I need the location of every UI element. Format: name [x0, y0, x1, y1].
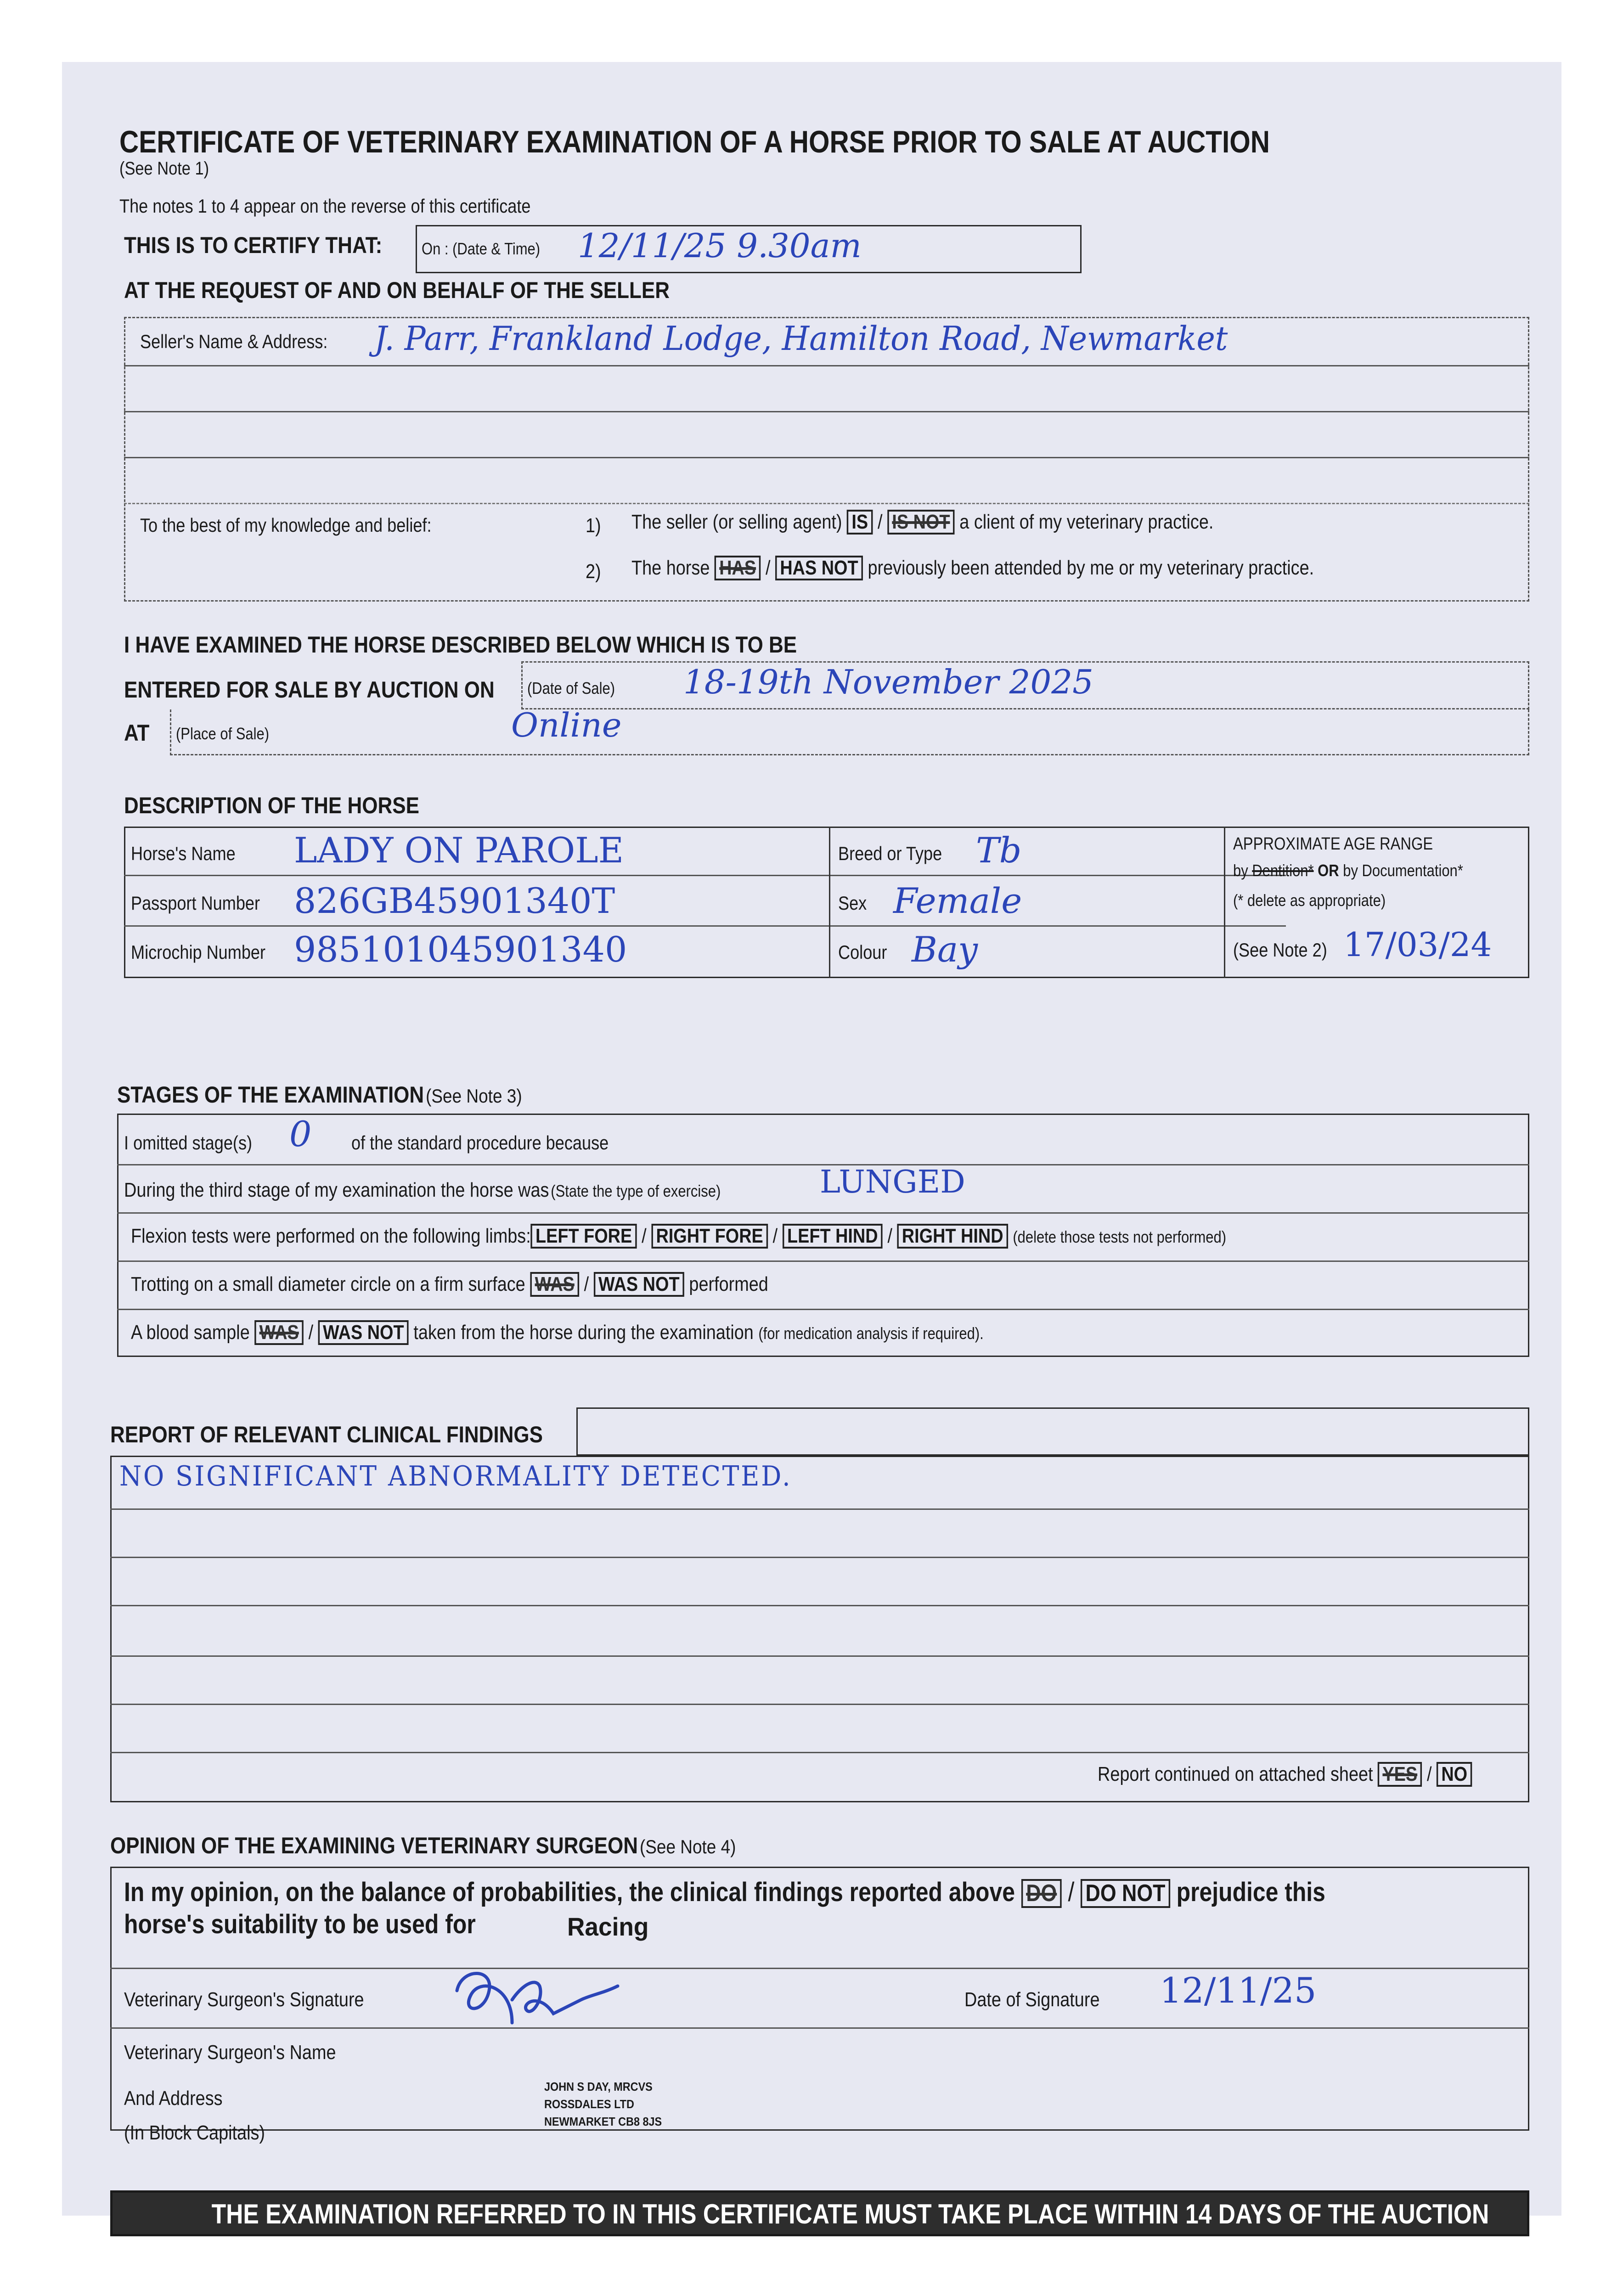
knowledge-label: To the best of my knowledge and belief: [140, 514, 432, 536]
report-heading-box [576, 1407, 1529, 1456]
exam-date-time: 12/11/25 9.30am [578, 226, 862, 265]
certificate-sheet [62, 62, 1561, 2229]
item1-num: 1) [586, 514, 601, 537]
trotting-row [131, 1272, 768, 1297]
place-of-sale-value: Online [511, 706, 622, 744]
flexion-row [131, 1224, 1226, 1249]
place-of-sale-box[interactable] [170, 706, 1529, 755]
blood-was-option[interactable]: WAS [254, 1320, 304, 1345]
request-label: AT THE REQUEST OF AND ON BEHALF OF THE SELLER [124, 277, 670, 303]
flex-post: (delete those tests not performed) [1013, 1227, 1227, 1246]
sig-date-label: Date of Signature [964, 1988, 1100, 2011]
age-see-note: (See Note 2) [1233, 939, 1327, 961]
age-dentition-option[interactable]: Dentition* [1252, 861, 1314, 880]
continued-label: Report continued on attached sheet [1098, 1763, 1373, 1785]
trot-post: performed [689, 1273, 768, 1295]
horse-name-label: Horse's Name [131, 843, 236, 864]
report-box[interactable] [110, 1456, 1529, 1802]
blood-post: taken from the horse during the examination [413, 1321, 754, 1344]
opinion-note: (See Note 4) [639, 1836, 736, 1857]
desc-col-line-1 [829, 827, 830, 978]
flex-left-fore[interactable]: LEFT FORE [531, 1224, 637, 1249]
opinion-heading-row [110, 1832, 736, 1859]
colour-value[interactable]: Bay [912, 929, 978, 970]
seller-label: Seller's Name & Address: [140, 331, 328, 352]
trot-was-option[interactable]: WAS [530, 1272, 579, 1297]
on-label: On : (Date & Time) [422, 239, 541, 258]
age-heading: APPROXIMATE AGE RANGE [1233, 834, 1433, 854]
third-small: (State the type of exercise) [551, 1182, 721, 1200]
age-method-row [1233, 861, 1463, 880]
blood-was-not-option[interactable]: WAS NOT [318, 1320, 409, 1345]
trot-pre: Trotting on a small diameter circle on a firm surface [131, 1273, 525, 1295]
seller-line-1 [124, 365, 1529, 366]
opinion-heading: OPINION OF THE EXAMINING VETERINARY SURGEON [110, 1833, 638, 1858]
at-label: AT [124, 720, 150, 746]
slash-6: / [584, 1273, 589, 1295]
age-value[interactable]: 17/03/24 [1343, 925, 1492, 964]
report-line-6 [110, 1752, 1529, 1753]
blood-pre: A blood sample [131, 1321, 250, 1344]
vet-stamp [544, 2078, 662, 2130]
slash-9: / [1068, 1877, 1075, 1907]
item1-pre: The seller (or selling agent) [631, 511, 842, 533]
stages-line-4 [117, 1309, 1529, 1310]
third-stage-value[interactable]: LUNGED [820, 1164, 965, 1200]
desc-col-line-2 [1224, 827, 1225, 978]
third-pre: During the third stage of my examination the horse was [124, 1179, 549, 1201]
breed-value[interactable]: Tb [976, 830, 1022, 871]
opinion-do-not-option[interactable]: DO NOT [1081, 1879, 1170, 1908]
stages-line-3 [117, 1261, 1529, 1262]
passport-value[interactable]: 826GB45901340T [294, 880, 615, 921]
stamp-line-2: ROSSDALES LTD [544, 2097, 634, 2111]
item1-post: a client of my veterinary practice. [959, 511, 1214, 533]
blood-small: (for medication analysis if required). [758, 1324, 984, 1343]
opinion-text-post: prejudice this [1176, 1877, 1325, 1907]
seller-value[interactable]: J. Parr, Frankland Lodge, Hamilton Road, Newmarket [374, 319, 1228, 358]
horse-has-not-option[interactable]: HAS NOT [775, 556, 863, 580]
date-of-sale-label: (Date of Sale) [527, 679, 615, 698]
certify-label: THIS IS TO CERTIFY THAT: [124, 232, 383, 258]
desc-row-line-2 [124, 925, 1286, 927]
opinion-line-2: horse's suitability to be used for [124, 1909, 476, 1939]
omitted-post: of the standard procedure because [351, 1132, 609, 1154]
flex-right-fore[interactable]: RIGHT FORE [651, 1224, 768, 1249]
passport-label: Passport Number [131, 892, 260, 914]
item2-post: previously been attended by me or my veterinary practice. [868, 557, 1314, 579]
item2-num: 2) [586, 560, 601, 583]
deadline-banner [110, 2190, 1529, 2236]
continued-yes-option[interactable]: YES [1378, 1762, 1422, 1787]
seller-line-4 [124, 503, 1529, 504]
sig-date-value[interactable]: 12/11/25 [1160, 1970, 1317, 2011]
certificate-title: CERTIFICATE OF VETERINARY EXAMINATION OF A HORSE PRIOR TO SALE AT AUCTION [119, 124, 1270, 159]
report-line-3 [110, 1605, 1529, 1606]
slash-3: / [642, 1225, 647, 1247]
sale-line-2: ENTERED FOR SALE BY AUCTION ON [124, 677, 495, 703]
signature-label: Veterinary Surgeon's Signature [124, 1988, 364, 2011]
microchip-label: Microchip Number [131, 941, 266, 963]
address-label: And Address [124, 2087, 223, 2110]
third-stage-row [124, 1179, 721, 1202]
omitted-pre: I omitted stage(s) [124, 1132, 253, 1154]
slash-8: / [1426, 1763, 1432, 1785]
stamp-line-1: JOHN S DAY, MRCVS [544, 2080, 653, 2093]
item2-pre: The horse [631, 557, 710, 579]
report-line-2 [110, 1557, 1529, 1558]
stages-line-2 [117, 1212, 1529, 1214]
flex-right-hind[interactable]: RIGHT HIND [897, 1224, 1008, 1249]
notes-line: The notes 1 to 4 appear on the reverse of this certificate [119, 195, 531, 217]
omitted-value[interactable]: 0 [289, 1114, 312, 1154]
stages-heading-row [117, 1081, 522, 1108]
opinion-do-option[interactable]: DO [1021, 1879, 1062, 1908]
slash-7: / [308, 1321, 314, 1344]
seller-line-3 [124, 457, 1529, 458]
date-of-sale-box[interactable] [521, 661, 1529, 709]
block-capitals-label: (In Block Capitals) [124, 2122, 265, 2144]
flexion-pre: Flexion tests were performed on the following limbs: [131, 1225, 531, 1247]
age-or: OR [1318, 861, 1339, 880]
sex-label: Sex [838, 892, 867, 914]
sex-value[interactable]: Female [893, 880, 1022, 921]
horse-name-value[interactable]: LADY ON PAROLE [294, 830, 624, 871]
opinion-divider-1 [110, 1968, 1529, 1969]
seller-line-2 [124, 411, 1529, 412]
sale-line-1: I HAVE EXAMINED THE HORSE DESCRIBED BELOW WHICH IS TO BE [124, 632, 797, 658]
date-of-sale-value: 18-19th November 2025 [683, 663, 1093, 701]
banner-text: THE EXAMINATION REFERRED TO IN THIS CERTIFICATE MUST TAKE PLACE WITHIN 14 DAYS OF THE AUCTION [211, 2199, 1489, 2229]
report-line-4 [110, 1655, 1529, 1657]
intended-use-value[interactable]: Racing [567, 1912, 649, 1941]
opinion-divider-2 [110, 2027, 1529, 2029]
desc-row-line-1 [124, 875, 1286, 876]
age-documentation-option[interactable]: by Documentation* [1343, 861, 1463, 880]
see-note-1: (See Note 1) [119, 158, 209, 179]
slash-1: / [877, 511, 883, 533]
opinion-text-row [124, 1877, 1325, 1908]
horse-has-option[interactable]: HAS [715, 556, 761, 580]
age-by: by [1233, 861, 1248, 880]
report-finding: NO SIGNIFICANT ABNORMALITY DETECTED. [119, 1460, 792, 1492]
blood-row [131, 1320, 984, 1345]
report-heading: REPORT OF RELEVANT CLINICAL FINDINGS [110, 1422, 543, 1447]
seller-is-not-option[interactable]: IS NOT [887, 510, 955, 535]
microchip-value[interactable]: 985101045901340 [294, 929, 627, 970]
slash-2: / [765, 557, 771, 579]
report-line-1 [110, 1508, 1529, 1510]
seller-client-row [631, 510, 1213, 535]
slash-5: / [887, 1225, 892, 1247]
vet-name-label: Veterinary Surgeon's Name [124, 2041, 336, 2064]
stages-heading: STAGES OF THE EXAMINATION [117, 1082, 424, 1108]
place-of-sale-label: (Place of Sale) [176, 724, 270, 743]
slash-4: / [772, 1225, 778, 1247]
report-continued-row [1098, 1762, 1472, 1787]
colour-label: Colour [838, 941, 887, 963]
flex-left-hind[interactable]: LEFT HIND [783, 1224, 883, 1249]
age-delete-note: (* delete as appropriate) [1233, 891, 1386, 910]
seller-is-option[interactable]: IS [847, 510, 873, 535]
breed-label: Breed or Type [838, 843, 942, 864]
stamp-line-3: NEWMARKET CB8 8JS [544, 2115, 662, 2128]
report-line-5 [110, 1704, 1529, 1705]
date-time-box[interactable] [416, 225, 1082, 273]
stages-note: (See Note 3) [426, 1085, 522, 1107]
description-heading: DESCRIPTION OF THE HORSE [124, 793, 419, 818]
continued-no-option[interactable]: NO [1437, 1762, 1472, 1787]
trot-was-not-option[interactable]: WAS NOT [594, 1272, 684, 1297]
opinion-text-pre: In my opinion, on the balance of probabilities, the clinical findings reported above [124, 1877, 1015, 1907]
vet-signature [443, 1958, 636, 2046]
horse-attended-row [631, 556, 1314, 580]
